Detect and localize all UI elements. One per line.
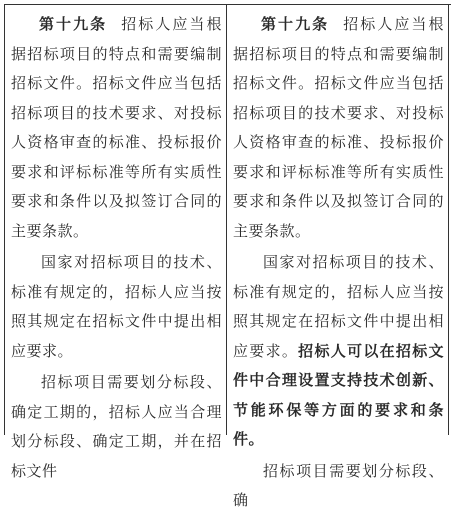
right-paragraph-2-added-text: 招标人可以在招标文件中合理设置支持技术创新、节能环保等方面的要求和条件。 [233,341,444,448]
right-article-paragraph [233,10,444,246]
left-column [5,5,227,480]
left-paragraph-3: 招标项目需要划分标段、确定工期的，招标人应当合理划分标段、确定工期，并在招标文件 [11,373,222,480]
right-article-text: 招标人应当根据招标项目的特点和需要编制招标文件。招标文件应当包括招标项目的技术要求、对投标人资格审查的标准、投标报价要求和评标标准等所有实质性要求和条件以及拟签订合同的主要条款。 [233,15,444,240]
left-article-text: 招标人应当根据招标项目的特点和需要编制招标文件。招标文件应当包括招标项目的技术要求、对投标人资格审查的标准、投标报价要求和评标标准等所有实质性要求和条件以及拟签订合同的主要条款。 [11,15,222,240]
comparison-table [4,4,451,509]
left-article-paragraph [11,10,222,246]
right-paragraph-2 [233,248,444,455]
left-paragraph-2: 国家对招标项目的技术、标准有规定的，招标人应当按照其规定在招标文件中提出相应要求。 [11,253,222,360]
right-paragraph-3: 招标项目需要划分标段、确 [233,461,444,509]
right-article-number: 第十九条 [261,15,330,33]
left-article-number: 第十九条 [39,15,108,33]
right-column [227,5,449,509]
right-paragraph-2-text: 国家对招标项目的技术、标准有规定的，招标人应当按照其规定在招标文件中提出相应要求。 [233,253,444,360]
